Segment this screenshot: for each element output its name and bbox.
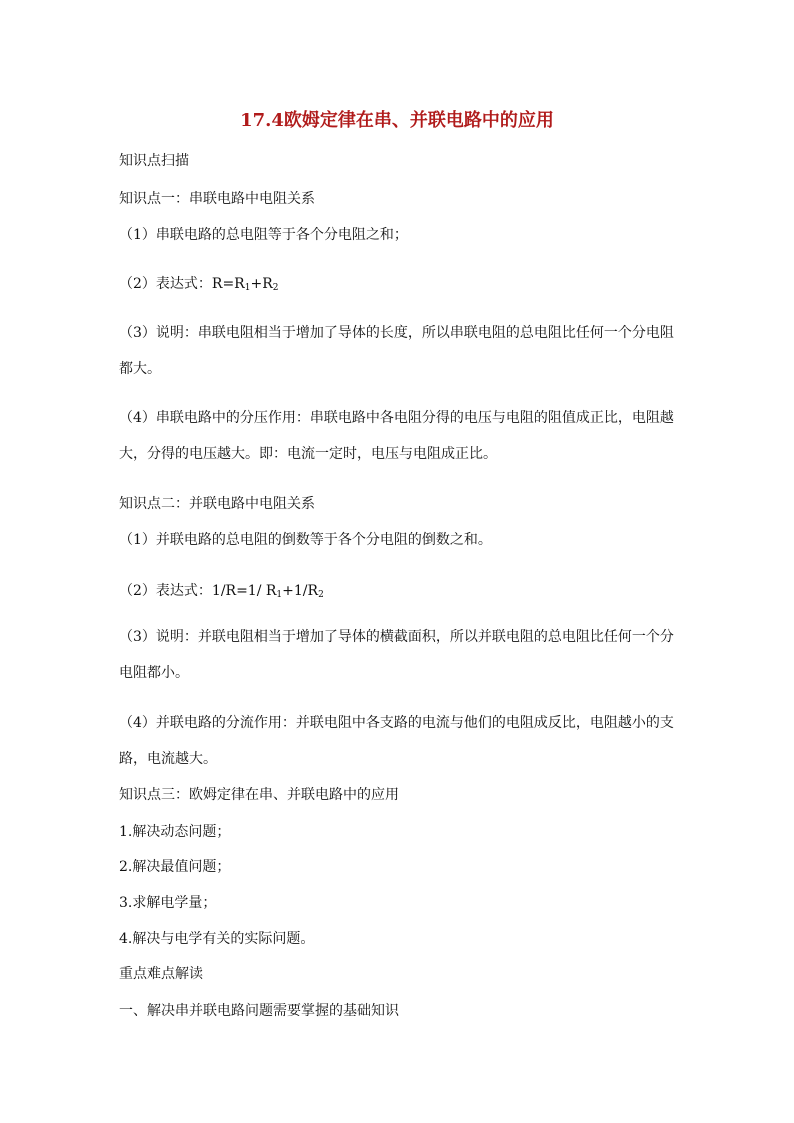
point1-item3: （3）说明：串联电阻相当于增加了导体的长度，所以串联电阻的总电阻比任何一个分电阻都大。 <box>119 325 674 377</box>
point1-item4: （4）串联电路中的分压作用：串联电路中各电阻分得的电压与电阻的阻值成正比，电阻越大，分得的电压越大。即：电流一定时，电压与电阻成正比。 <box>119 410 674 462</box>
formula-sub1: 1 <box>276 590 283 600</box>
page-title: 17.4欧姆定律在串、并联电路中的应用 <box>240 110 554 131</box>
formula-prefix: （2）表达式：1/R=1/ R <box>119 583 277 599</box>
point2-item3: （3）说明：并联电阻相当于增加了导体的横截面积，所以并联电阻的总电阻比任何一个分电阻都小。 <box>119 629 674 681</box>
point1-heading: 知识点一：串联电路中电阻关系 <box>119 191 315 207</box>
point3-item: 4.解决与电学有关的实际问题。 <box>119 931 315 947</box>
point2-item4: （4）并联电路的分流作用：并联电阻中各支路的电流与他们的电阻成反比，电阻越小的支路，电流越大。 <box>119 715 674 767</box>
heading-key-points: 重点难点解读 <box>119 966 203 982</box>
point2-item2-formula <box>119 581 679 601</box>
point3-item: 1.解决动态问题； <box>119 824 231 840</box>
point3-heading: 知识点三：欧姆定律在串、并联电路中的应用 <box>119 787 399 803</box>
formula-sub2: 2 <box>272 283 279 293</box>
point2-heading: 知识点二：并联电路中电阻关系 <box>119 496 315 512</box>
point2-item1: （1）并联电路的总电阻的倒数等于各个分电阻的倒数之和。 <box>119 532 492 548</box>
section1-heading: 一、解决串并联电路问题需要掌握的基础知识 <box>119 1003 399 1019</box>
formula-prefix: （2）表达式：R=R <box>119 276 245 292</box>
point1-item1: （1）串联电路的总电阻等于各个分电阻之和； <box>119 227 408 243</box>
point1-item2-formula <box>119 274 679 294</box>
point3-item: 2.解决最值问题； <box>119 859 231 875</box>
formula-plus: +1/R <box>282 583 319 599</box>
formula-sub1: 1 <box>244 283 251 293</box>
formula-plus: +R <box>250 276 273 292</box>
formula-sub2: 2 <box>318 590 324 600</box>
point3-item: 3.求解电学量； <box>119 895 217 911</box>
heading-knowledge-scan: 知识点扫描 <box>119 153 189 169</box>
